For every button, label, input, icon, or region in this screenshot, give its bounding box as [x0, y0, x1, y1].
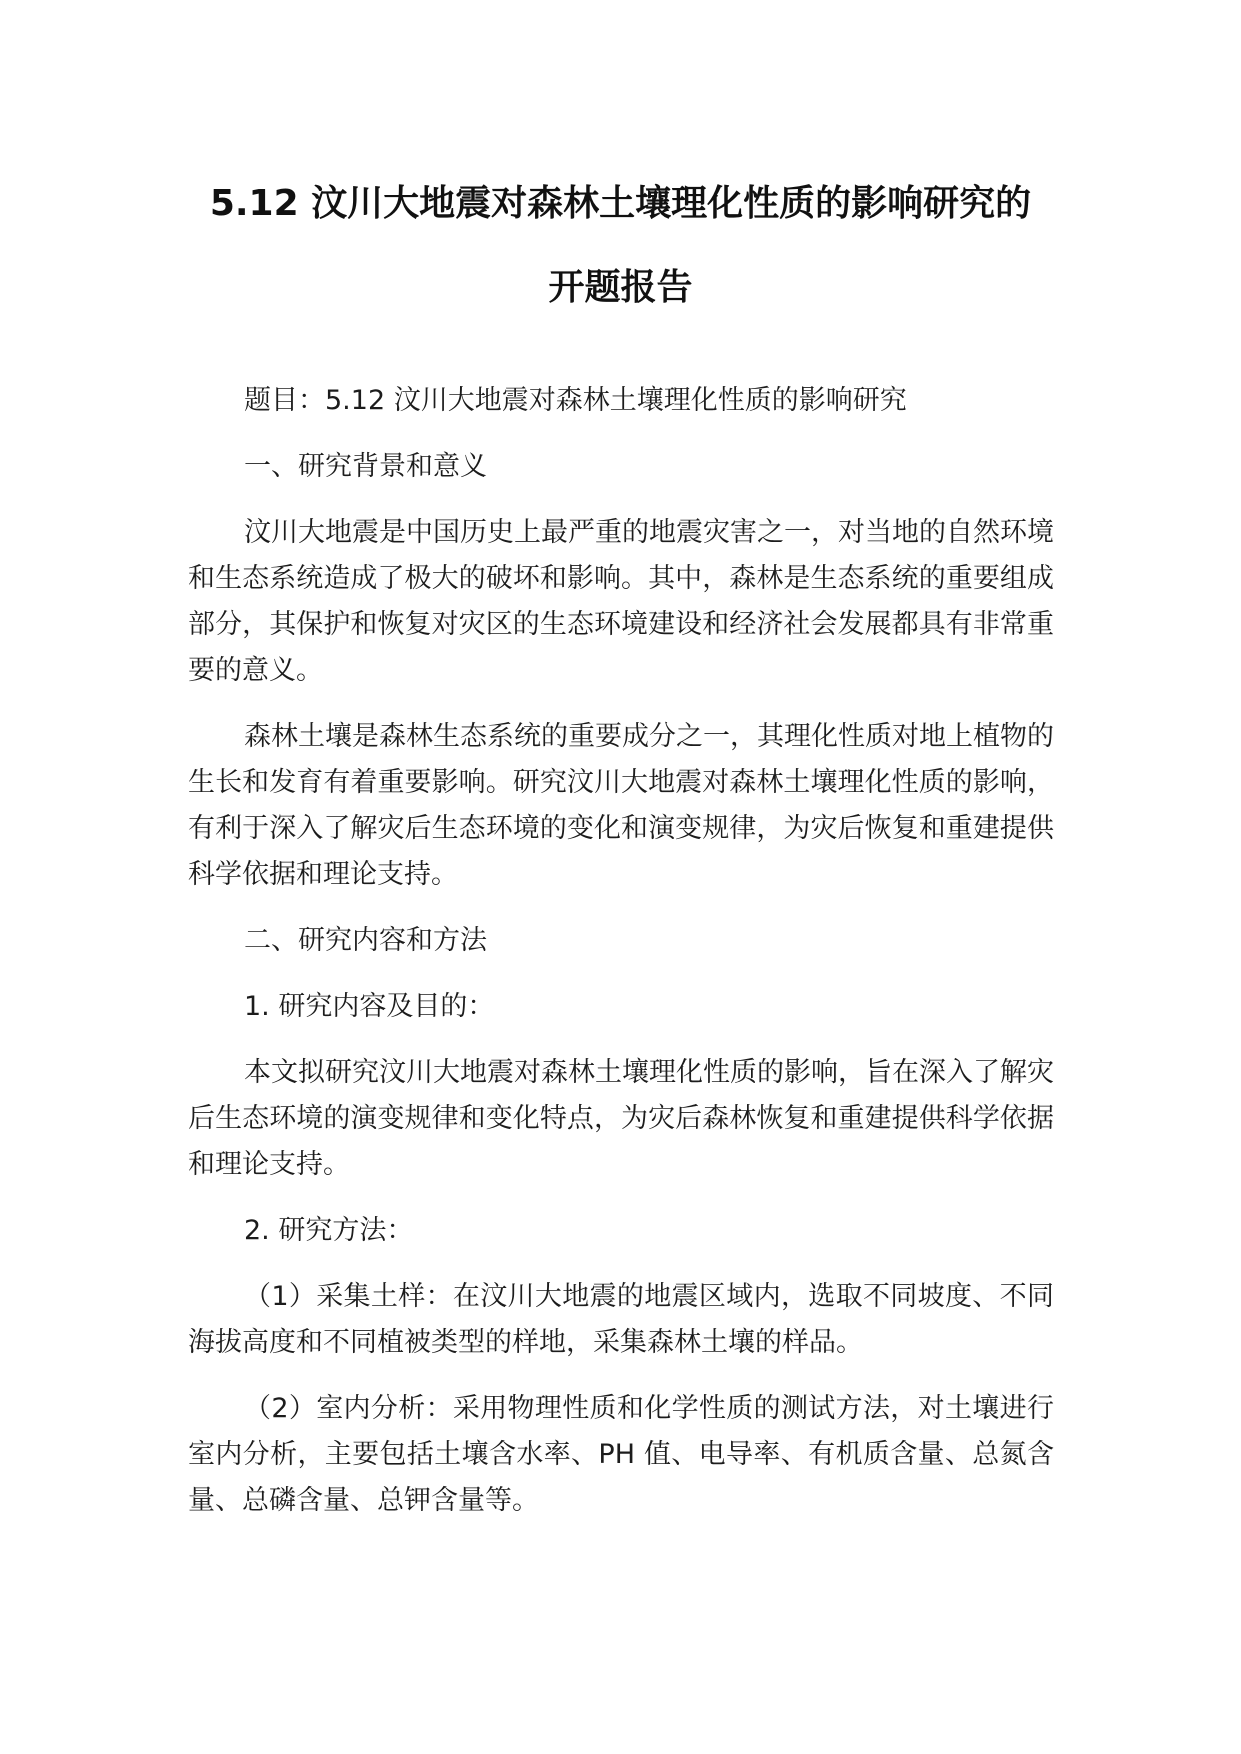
- document-body: [188, 378, 1054, 1544]
- subsection-heading-method: 2. 研究方法：: [244, 1215, 414, 1246]
- body-paragraph: 汶川大地震是中国历史上最严重的地震灾害之一，对当地的自然环境和生态系统造成了极大的破坏和影响。其中，森林是生态系统的重要组成部分，其保护和恢复对灾区的生态环境建设和经济社会发展都具有非常重要的意义。: [188, 517, 1054, 686]
- topic-line: 题目：5.12 汶川大地震对森林土壤理化性质的影响研究: [244, 385, 907, 416]
- body-paragraph: 森林土壤是森林生态系统的重要成分之一，其理化性质对地上植物的生长和发育有着重要影响。研究汶川大地震对森林土壤理化性质的影响，有利于深入了解灾后生态环境的变化和演变规律，为灾后恢复和重建提供科学依据和理论支持。: [188, 721, 1054, 890]
- document-title-line-1: 5.12 汶川大地震对森林土壤理化性质的影响研究的: [209, 183, 1032, 224]
- method-item-sampling: （1）采集土样：在汶川大地震的地震区域内，选取不同坡度、不同海拔高度和不同植被类型的样地，采集森林土壤的样品。: [188, 1281, 1054, 1358]
- method-item-analysis: （2）室内分析：采用物理性质和化学性质的测试方法，对土壤进行室内分析，主要包括土壤含水率、PH 值、电导率、有机质含量、总氮含量、总磷含量、总钾含量等。: [188, 1393, 1054, 1516]
- body-paragraph: 本文拟研究汶川大地震对森林土壤理化性质的影响，旨在深入了解灾后生态环境的演变规律和变化特点，为灾后森林恢复和重建提供科学依据和理论支持。: [188, 1057, 1054, 1180]
- section-heading-background: 一、研究背景和意义: [244, 451, 487, 482]
- subsection-heading-content: 1. 研究内容及目的：: [244, 991, 495, 1022]
- section-heading-methods: 二、研究内容和方法: [244, 925, 487, 956]
- document-title-line-2: 开题报告: [548, 267, 693, 308]
